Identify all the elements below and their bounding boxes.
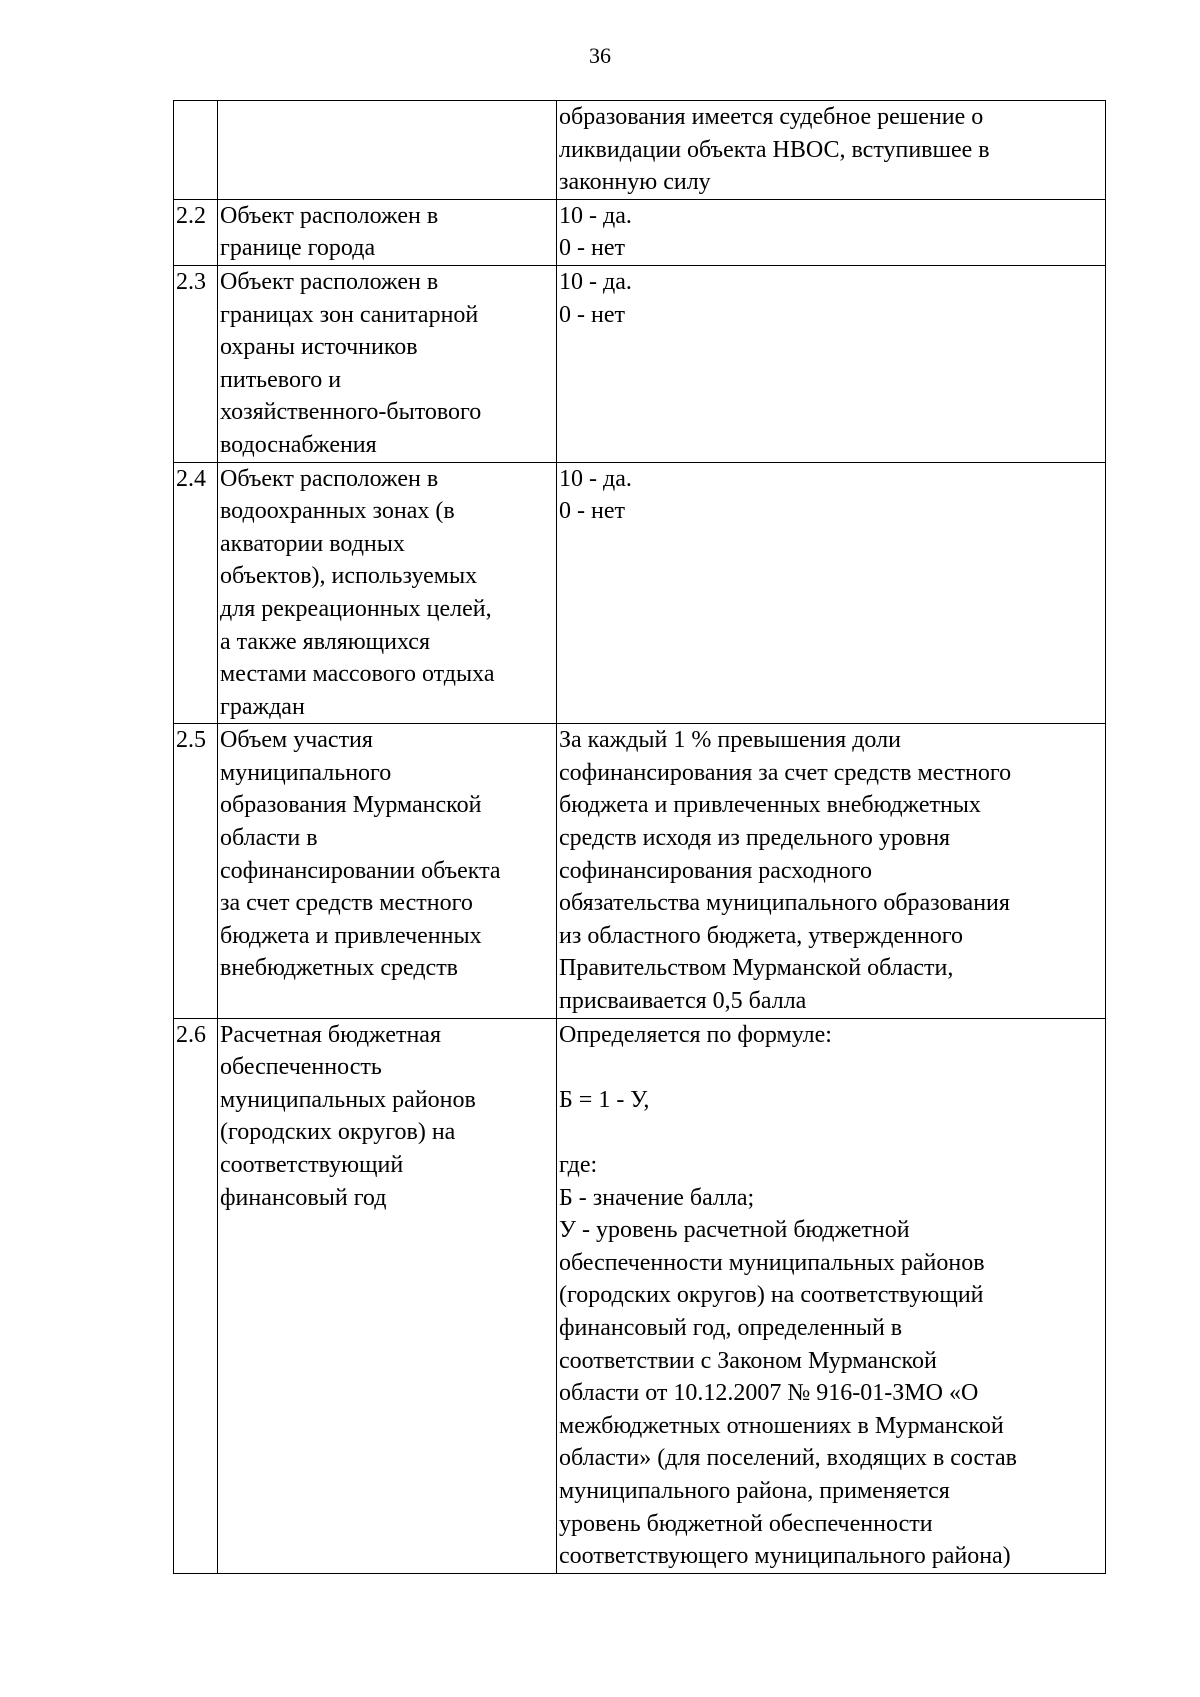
- table-row: [174, 199, 1106, 265]
- score-text-line: соответствии с Законом Мурманской: [559, 1347, 937, 1374]
- criterion-text-line: местами массового отдыха: [220, 661, 495, 688]
- table-row: [174, 462, 1106, 724]
- score-text-line: [559, 1051, 1105, 1084]
- score-text-line: Определяется по формуле:: [559, 1021, 832, 1048]
- row-number-cell: 2.2: [174, 199, 218, 265]
- score-text-line: области» (для поселений, входящих в состав: [559, 1445, 1017, 1472]
- criterion-text-line: объектов), используемых: [220, 563, 478, 590]
- score-text-line: софинансирования за счет средств местного: [559, 759, 1012, 786]
- row-number-cell: 2.5: [174, 724, 218, 1018]
- row-number-cell: 2.4: [174, 462, 218, 724]
- criterion-text-line: Объект расположен в: [220, 465, 439, 492]
- score-text-line: межбюджетных отношениях в Мурманской: [559, 1412, 1004, 1439]
- criterion-text-line: границах зон санитарной: [220, 301, 479, 328]
- criterion-text-line: бюджета и привлеченных: [220, 922, 482, 949]
- score-text-line: где:: [559, 1152, 598, 1178]
- score-cell: [557, 1018, 1106, 1573]
- criterion-cell: [218, 101, 557, 200]
- criterion-text-line: за счет средств местного: [220, 890, 473, 917]
- row-number-cell: 2.6: [174, 1018, 218, 1573]
- criterion-text-line: финансовый год: [220, 1184, 387, 1211]
- criteria-table: [173, 100, 1106, 1574]
- criterion-cell: [218, 724, 557, 1018]
- criterion-text-line: граждан: [220, 693, 305, 720]
- score-text-line: обеспеченности муниципальных районов: [559, 1249, 985, 1276]
- score-text-line: законную силу: [559, 169, 711, 196]
- score-text-line: Б - значение балла;: [559, 1184, 755, 1211]
- table-row: [174, 724, 1106, 1018]
- criterion-text-line: образования Мурманской: [220, 792, 482, 819]
- table-row: [174, 265, 1106, 462]
- score-text-line: образования имеется судебное решение о: [559, 104, 984, 130]
- criterion-text-line: соответствующий: [220, 1152, 404, 1178]
- score-text-line: (городских округов) на соответствующий: [559, 1282, 984, 1309]
- score-text-line: 10 - да.: [559, 465, 632, 492]
- criterion-cell: [218, 265, 557, 462]
- score-text-line: За каждый 1 % превышения доли: [559, 727, 901, 754]
- score-text-line: ликвидации объекта НВОС, вступившее в: [559, 136, 990, 163]
- score-text-line: софинансирования расходного: [559, 857, 872, 884]
- row-number-cell: [174, 101, 218, 200]
- table-row: [174, 1018, 1106, 1573]
- score-text-line: соответствующего муниципального района): [559, 1543, 1011, 1570]
- criterion-cell: [218, 1018, 557, 1573]
- score-text-line: присваивается 0,5 балла: [559, 988, 807, 1015]
- score-text-line: Правительством Мурманской области,: [559, 955, 954, 982]
- score-cell: [557, 462, 1106, 724]
- criterion-text-line: водоснабжения: [220, 431, 377, 458]
- criterion-text-line: софинансировании объекта: [220, 857, 501, 884]
- score-cell: [557, 199, 1106, 265]
- score-cell: [557, 101, 1106, 200]
- score-text-line: области от 10.12.2007 № 916-01-ЗМО «О: [559, 1380, 979, 1407]
- score-text-line: 0 - нет: [559, 235, 625, 262]
- criterion-text-line: а также являющихся: [220, 628, 430, 655]
- score-text-line: У - уровень расчетной бюджетной: [559, 1217, 910, 1244]
- criterion-text-line: области в: [220, 825, 318, 852]
- criterion-text-line: охраны источников: [220, 334, 418, 361]
- score-text-line: 10 - да.: [559, 268, 632, 295]
- criterion-text-line: водоохранных зонах (в: [220, 498, 455, 525]
- criterion-text-line: Объект расположен в: [220, 268, 439, 295]
- score-text-line: 0 - нет: [559, 301, 625, 328]
- criterion-text-line: Объект расположен в: [220, 202, 439, 229]
- criterion-cell: [218, 199, 557, 265]
- criterion-text-line: границе города: [220, 235, 376, 262]
- criterion-cell: [218, 462, 557, 724]
- score-cell: [557, 265, 1106, 462]
- score-cell: [557, 724, 1106, 1018]
- score-text-line: уровень бюджетной обеспеченности: [559, 1510, 933, 1537]
- score-text-line: [559, 1116, 1105, 1149]
- score-text-line: обязательства муниципального образования: [559, 890, 1010, 917]
- criterion-text-line: (городских округов) на: [220, 1119, 456, 1146]
- criterion-text-line: муниципального: [220, 759, 392, 786]
- criterion-text-line: питьевого и: [220, 366, 342, 393]
- table-row: [174, 101, 1106, 200]
- criterion-text-line: акватории водных: [220, 530, 405, 557]
- score-text-line: финансовый год, определенный в: [559, 1314, 903, 1341]
- criterion-text-line: Объем участия: [220, 727, 373, 754]
- criterion-text-line: для рекреационных целей,: [220, 595, 492, 622]
- criterion-text-line: хозяйственного-бытового: [220, 399, 482, 426]
- criteria-table-body: [174, 101, 1106, 1574]
- score-text-line: средств исходя из предельного уровня: [559, 825, 951, 852]
- row-number-cell: 2.3: [174, 265, 218, 462]
- score-text-line: 10 - да.: [559, 202, 632, 229]
- score-text-line: муниципального района, применяется: [559, 1477, 950, 1504]
- criterion-text-line: обеспеченность: [220, 1054, 382, 1081]
- criterion-text-line: Расчетная бюджетная: [220, 1021, 441, 1048]
- criterion-text-line: внебюджетных средств: [220, 955, 459, 982]
- page-number: 36: [589, 43, 611, 68]
- score-text-line: бюджета и привлеченных внебюджетных: [559, 792, 981, 819]
- score-text-line: из областного бюджета, утвержденного: [559, 922, 963, 949]
- criterion-text-line: муниципальных районов: [220, 1086, 476, 1113]
- score-text-line: Б = 1 - У,: [559, 1086, 650, 1113]
- score-text-line: 0 - нет: [559, 498, 625, 525]
